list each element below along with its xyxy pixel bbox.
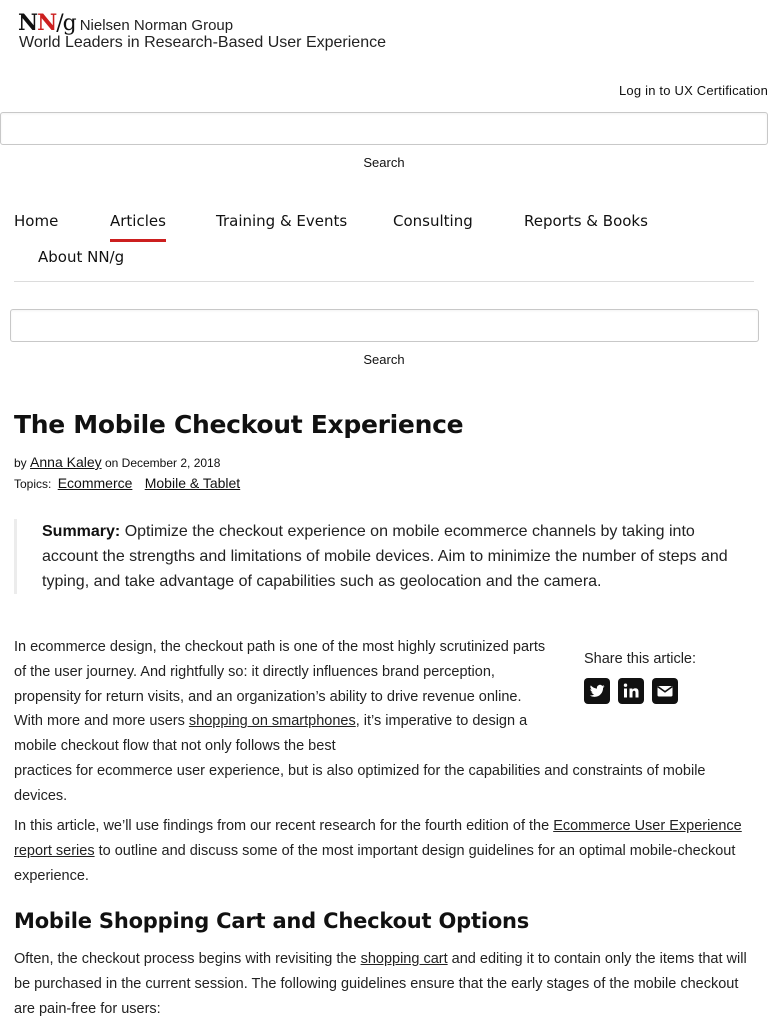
paragraph-text: practices for ecommerce user experience, but is also optimized for the capabilities and constraints of mobile devices. xyxy=(14,762,706,804)
paragraph-text: to outline and discuss some of the most important design guidelines for an optimal mobile-checkout experience. xyxy=(14,842,736,884)
nav-reports-books[interactable]: Reports & Books xyxy=(524,212,648,230)
nav-divider xyxy=(14,281,754,282)
byline xyxy=(14,454,220,470)
email-icon[interactable] xyxy=(652,678,678,704)
header-search xyxy=(0,112,768,170)
paragraph xyxy=(14,947,754,1021)
topic-link[interactable]: Ecommerce xyxy=(57,475,133,491)
nav-about[interactable]: About NN/g xyxy=(38,248,125,266)
paragraph xyxy=(14,814,754,888)
nav-consulting[interactable]: Consulting xyxy=(393,212,473,230)
linkedin-icon[interactable] xyxy=(618,678,644,704)
summary-text: Optimize the checkout experience on mobile ecommerce channels by taking into account the strengths and limitations of mobile devices. Aim to minimize the number of steps and typing, and take advantage of capabilities such as geolocation and the camera. xyxy=(42,523,728,590)
nav-training-events[interactable]: Training & Events xyxy=(216,212,348,230)
paragraph-text: In this article, we’ll use findings from our recent research for the fourth edition of the xyxy=(14,818,554,834)
twitter-icon[interactable] xyxy=(584,678,610,704)
share-box xyxy=(584,651,696,704)
share-label: Share this article: xyxy=(584,651,697,667)
search-button[interactable]: Search xyxy=(363,155,405,170)
article-title: The Mobile Checkout Experience xyxy=(14,410,464,439)
author-link[interactable]: Anna Kaley xyxy=(30,454,102,470)
publish-date: on December 2, 2018 xyxy=(104,456,221,470)
paragraph-text: In ecommerce design, the checkout path is one of the most highly scrutinized parts of the user journey. And rightfully so: it directly influences brand perception, propensity for return visits, and an organization’s ability to drive revenue online. With more and more users xyxy=(14,639,546,730)
byline-prefix: by xyxy=(14,456,27,470)
topics-label: Topics: xyxy=(14,477,52,491)
logo-mark: NN/g xyxy=(18,10,76,36)
search-input[interactable] xyxy=(0,112,768,145)
article-summary xyxy=(14,519,754,594)
logo[interactable] xyxy=(18,10,233,37)
inline-link[interactable]: Ecommerce User Experience report series xyxy=(14,818,742,859)
topics xyxy=(14,475,246,491)
summary-label: Summary: xyxy=(42,523,121,540)
paragraph-text: Often, the checkout process begins with revisiting the xyxy=(14,951,361,967)
paragraph-text: and editing it to contain only the items that will be purchased in the current session. The following guidelines ensure that the early stages of the mobile checkout are pain-free for users: xyxy=(14,951,747,1017)
paragraph-text: , it’s imperative to design a mobile checkout flow that not only follows the best xyxy=(14,713,528,755)
brand-name: Nielsen Norman Group xyxy=(79,17,234,34)
inline-link[interactable]: shopping cart xyxy=(360,951,448,967)
content-search xyxy=(0,309,768,367)
nav-articles[interactable]: Articles xyxy=(110,212,166,230)
search-input-secondary[interactable] xyxy=(10,309,759,342)
login-link[interactable]: Log in to UX Certification xyxy=(619,83,768,98)
topic-link[interactable]: Mobile & Tablet xyxy=(144,475,241,491)
inline-link[interactable]: shopping on smartphones xyxy=(188,713,356,730)
section-heading: Mobile Shopping Cart and Checkout Options xyxy=(14,909,530,933)
tagline: World Leaders in Research-Based User Experience xyxy=(19,34,386,51)
search-button-secondary[interactable]: Search xyxy=(363,352,405,367)
nav-home[interactable]: Home xyxy=(14,212,59,230)
